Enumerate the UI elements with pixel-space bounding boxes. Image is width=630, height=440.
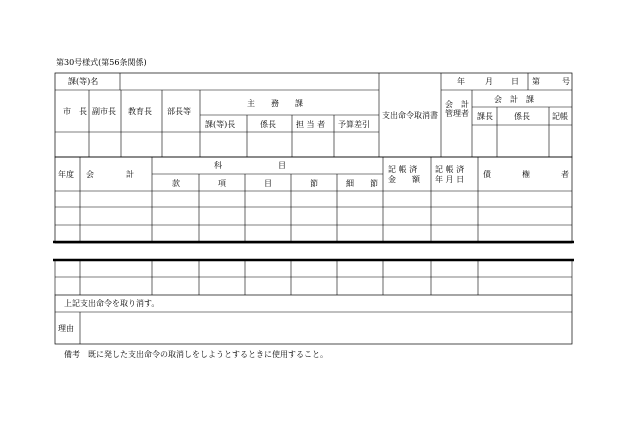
cancellation-statement: 上記支出命令を取り消す。 [64, 299, 160, 308]
form-number-label: 第30号様式(第56条関係) [56, 58, 147, 67]
section-chief-label: 課(等)長 [205, 120, 236, 129]
day-label: 日 [511, 77, 519, 86]
items-header: 科 目 [214, 161, 286, 170]
mayor-label: 市 長 [63, 107, 87, 116]
recorded-amount-header-line1: 記 帳 済 [388, 165, 418, 174]
number-prefix-label: 第 [532, 77, 540, 86]
deputy-mayor-label: 副市長 [92, 107, 116, 116]
kou-header: 項 [218, 179, 226, 188]
recorded-date-header-line2: 年 月 日 [435, 175, 465, 184]
section-name-label: 課(等)名 [68, 77, 99, 86]
remarks-note: 備考 既に発した支出命令の取消しをしようとするときに使用すること。 [64, 350, 328, 359]
month-label: 月 [485, 77, 493, 86]
saisetsu-header: 細 節 [346, 179, 378, 188]
document-title: 支出命令取消書 [382, 111, 438, 120]
year-label: 年 [457, 77, 465, 86]
recorded-amount-header-line2: 金 額 [388, 175, 420, 184]
number-suffix-label: 号 [562, 77, 570, 86]
moku-header: 目 [264, 179, 272, 188]
acc-unit-chief-label: 係長 [514, 112, 530, 121]
creditor-header-part1: 債 [483, 170, 491, 179]
accounting-section-label: 会 計 課 [494, 95, 534, 104]
recorded-date-header-line1: 記 帳 済 [435, 165, 465, 174]
accounting-manager-line2: 管理者 [445, 109, 469, 118]
director-label: 部長等 [167, 107, 191, 116]
creditor-header-part3: 者 [561, 170, 569, 179]
account-header: 会 計 [86, 170, 134, 179]
setsu-header: 節 [310, 179, 318, 188]
main-section-label: 主 務 課 [247, 99, 303, 108]
acc-section-chief-label: 課長 [477, 112, 493, 121]
creditor-header-part2: 権 [522, 170, 530, 179]
fiscal-year-header: 年度 [58, 170, 74, 179]
kan-header: 款 [172, 179, 180, 188]
superintendent-label: 教育長 [128, 107, 152, 116]
recorder-label: 記帳 [552, 112, 568, 121]
budget-check-label: 予算差引 [338, 120, 370, 129]
accounting-manager-line1: 会 計 [445, 100, 469, 109]
person-in-charge-label: 担 当 者 [296, 120, 326, 129]
unit-chief-label: 係長 [260, 120, 276, 129]
reason-label: 理由 [58, 324, 74, 333]
